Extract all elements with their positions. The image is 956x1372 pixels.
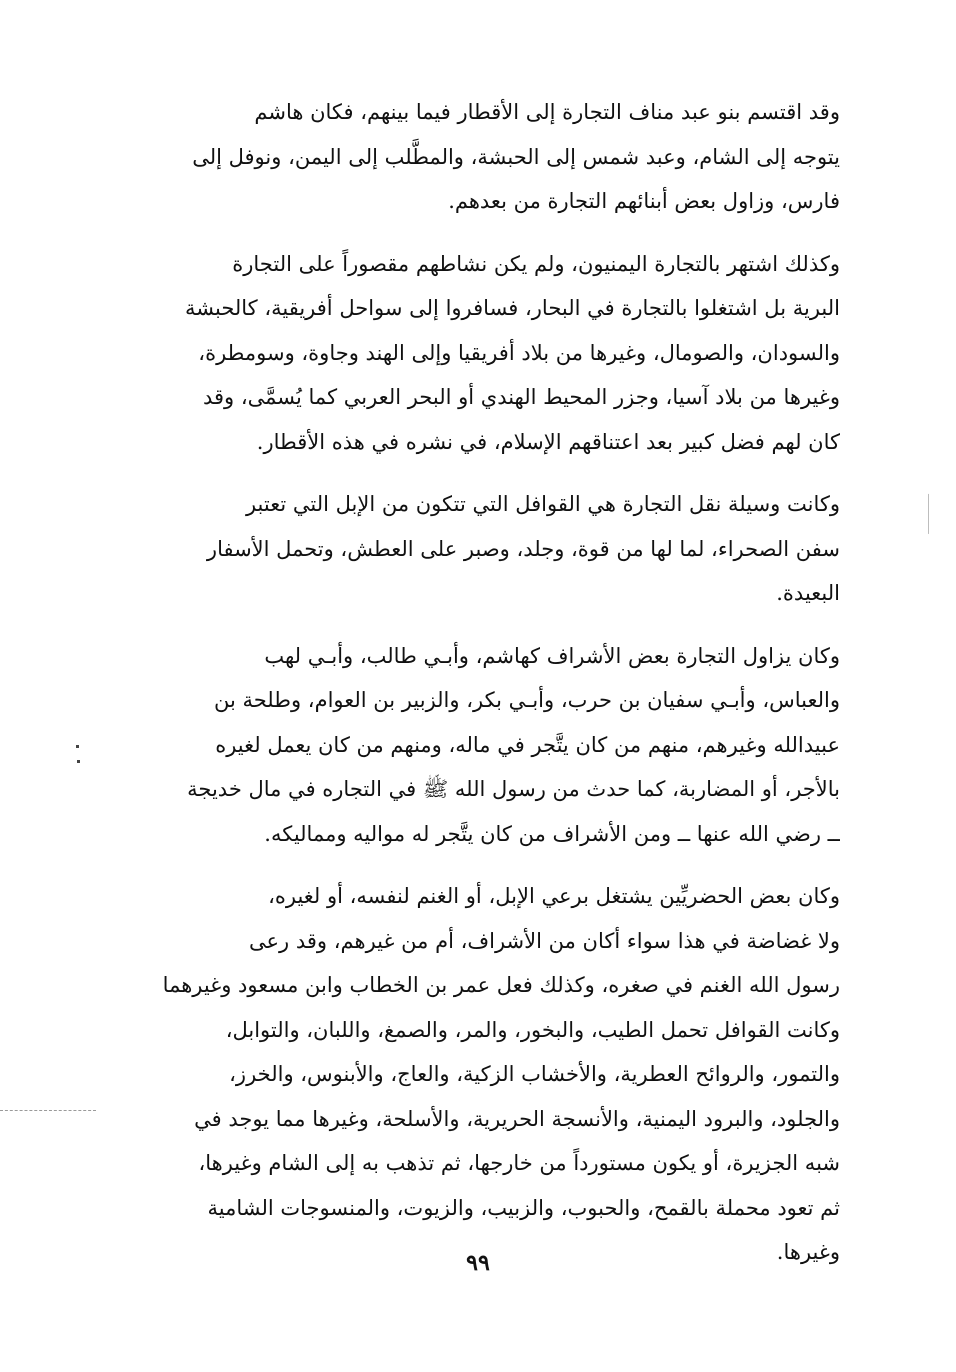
text-line: والسودان، والصومال، وغيرها من بلاد أفريقيا وإلى الهند وجاوة، وسومطرة، xyxy=(198,340,840,365)
paragraph-4 xyxy=(118,634,840,857)
scan-speck xyxy=(76,745,79,748)
body-text xyxy=(118,90,840,1293)
text-line: وكان يزاول التجارة بعض الأشراف كهاشم، وأبـي طالب، وأبـي لهب xyxy=(264,643,840,668)
paragraph-5 xyxy=(118,874,840,1275)
scan-dash-line xyxy=(0,1110,96,1111)
text-line: وقد اقتسم بنو عبد مناف التجارة إلى الأقطار فيما بينهم، فكان هاشم xyxy=(254,100,840,124)
text-line: كان لهم فضل كبير بعد اعتناقهم الإسلام، في نشره في هذه الأقطار. xyxy=(256,429,840,454)
paragraph-2 xyxy=(118,242,840,465)
text-line: والعباس، وأبـي سفيان بن حرب، وأبـي بكر، والزبير بن العوام، وطلحة بن xyxy=(213,688,840,712)
text-line: سفن الصحراء، لما لها من قوة، وجلد، وصبر على العطش، وتحمل الأسفار xyxy=(206,536,840,561)
text-line: البرية بل اشتغلوا بالتجارة في البحار، فسافروا إلى سواحل أفريقية، كالحبشة xyxy=(184,296,840,320)
text-line: ولا غضاضة في هذا سواء أكان من الأشراف، أم من غيرهم، وقد رعى xyxy=(249,928,840,953)
text-line: ثم تعود محملة بالقمح، والحبوب، والزبيب، والزيوت، والمنسوجات الشامية xyxy=(207,1195,840,1220)
text-line: والجلود، والبرود اليمنية، والأنسجة الحريرية، والأسلحة، وغيرها مما يوجد في xyxy=(194,1106,840,1131)
text-line: رسول الله الغنم في صغره، وكذلك فعل عمر بن الخطاب وابن مسعود وغيرهما xyxy=(162,973,840,997)
paragraph-1 xyxy=(118,90,840,224)
text-line: شبه الجزيرة، أو يكون مستورداً من خارجها، ثم تذهب به إلى الشام وغيرها، xyxy=(198,1151,840,1175)
page-number: ٩٩ xyxy=(466,1250,490,1276)
scan-speck xyxy=(77,760,80,763)
text-line: فارس، وزاول بعض أبنائهم التجارة من بعدهم. xyxy=(448,189,840,213)
text-line: عبيدالله وغيرهم، منهم من كان يتَّجر في ماله، ومنهم من كان يعمل لغيره xyxy=(215,732,840,757)
text-line: وغيرها من بلاد آسيا، وجزر المحيط الهندي أو البحر العربي كما يُسمَّى، وقد xyxy=(202,385,840,409)
text-line: بالأجر، أو المضاربة، كما حدث من رسول الله ﷺ في التجاره في مال خديجة xyxy=(187,777,840,801)
text-line: وكذلك اشتهر بالتجارة اليمنيون، ولم يكن نشاطهم مقصوراً على التجارة xyxy=(232,251,840,276)
text-line: والتمور، والروائح العطرية، والأخشاب الزكية، والعاج، والأبنوس، والخرز، xyxy=(229,1062,840,1086)
text-line: يتوجه إلى الشام، وعبد شمس إلى الحبشة، والمطَّلب إلى اليمن، ونوفل إلى xyxy=(192,144,840,169)
scan-edge-mark xyxy=(928,494,935,537)
text-line: ــ رضي الله عنها ــ ومن الأشراف من كان يتَّجر له مواليه ومماليكه. xyxy=(264,821,840,846)
text-line: وكانت القوافل تحمل الطيب، والبخور، والمر، والصمغ، واللبان، والتوابل، xyxy=(225,1017,840,1042)
text-line: البعيدة. xyxy=(776,581,840,605)
text-line: وغيرها. xyxy=(776,1240,840,1264)
text-line: وكانت وسيلة نقل التجارة هي القوافل التي تتكون من الإبل التي تعتبر xyxy=(245,492,840,516)
paragraph-3 xyxy=(118,482,840,616)
text-line: وكان بعض الحضريِّين يشتغل برعي الإبل، أو الغنم لنفسه، أو لغيره، xyxy=(268,884,840,908)
